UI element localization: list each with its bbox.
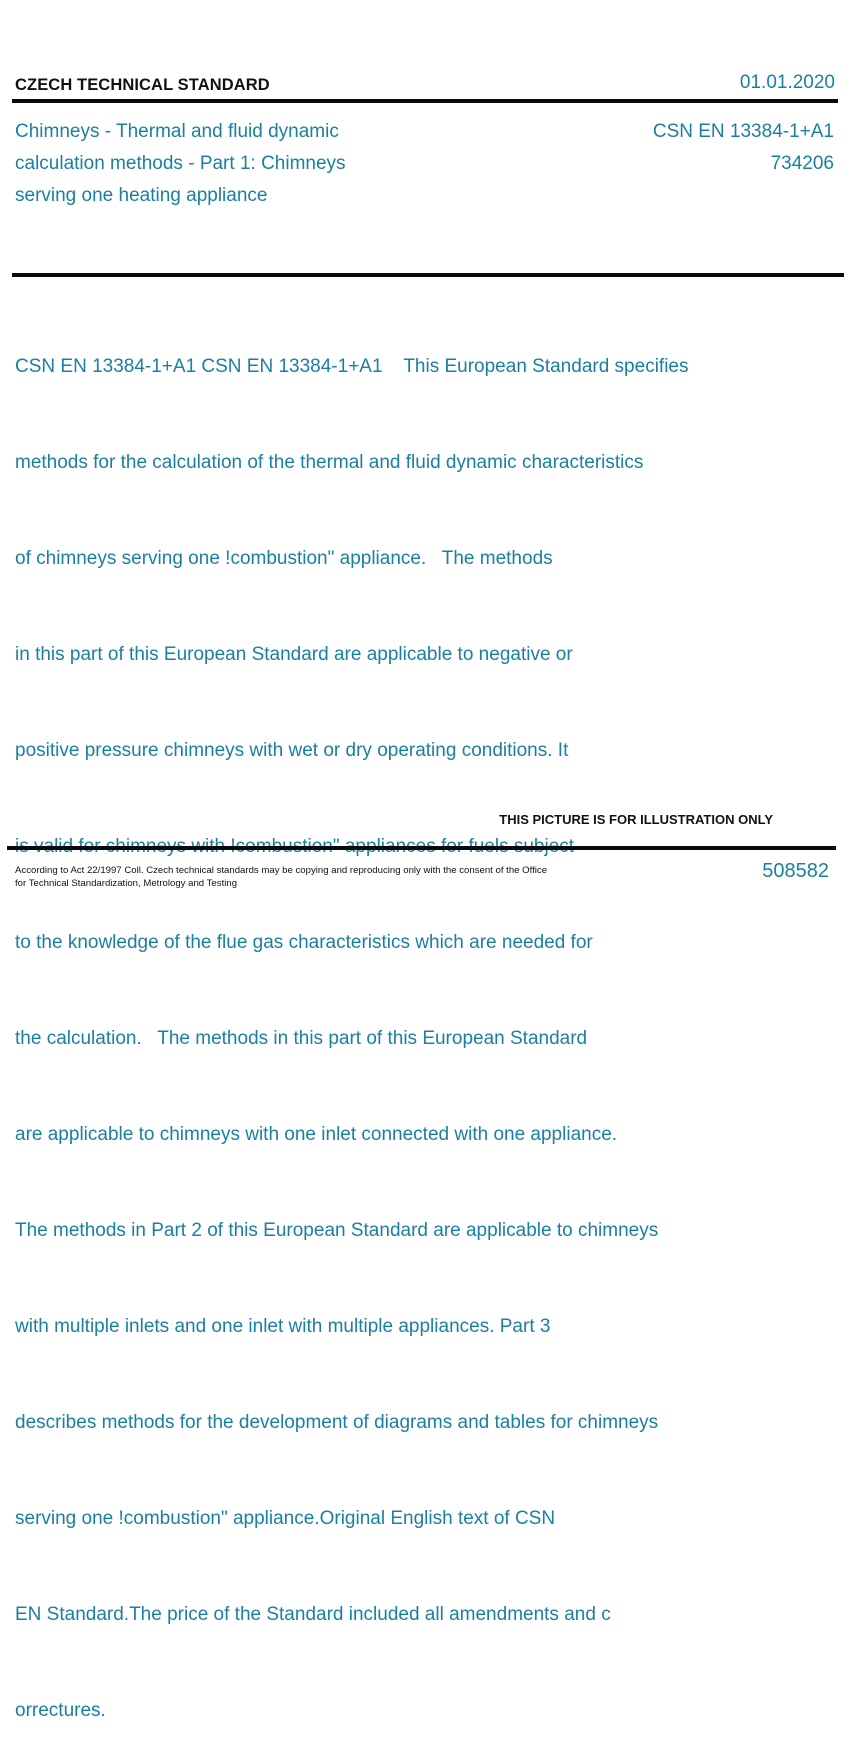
abstract-line: The methods in Part 2 of this European Standard are applicable to chimneys bbox=[15, 1220, 659, 1241]
title-line: Chimneys - Thermal and fluid dynamic bbox=[15, 121, 339, 142]
abstract-line: of chimneys serving one !combustion" appliance. The methods bbox=[15, 548, 553, 569]
abstract-line: in this part of this European Standard are applicable to negative or bbox=[15, 644, 573, 665]
standard-code: CSN EN 13384-1+A1 bbox=[652, 121, 834, 142]
title-divider bbox=[12, 273, 844, 277]
legal-line: According to Act 22/1997 Coll. Czech technical standards may be copying and reproducing only with the consent of the Office bbox=[15, 865, 548, 876]
footer-divider bbox=[7, 846, 836, 850]
abstract-line: the calculation. The methods in this part of this European Standard bbox=[15, 1028, 588, 1049]
abstract-line: CSN EN 13384-1+A1 CSN EN 13384-1+A1 This European Standard specifies bbox=[15, 356, 689, 377]
standard-codes bbox=[653, 116, 834, 180]
abstract-line: EN Standard.The price of the Standard included all amendments and c bbox=[15, 1604, 611, 1625]
abstract-text bbox=[15, 287, 805, 1759]
abstract-line: to the knowledge of the flue gas characteristics which are needed for bbox=[15, 932, 593, 953]
title-line: serving one heating appliance bbox=[15, 185, 268, 206]
abstract-line: positive pressure chimneys with wet or dry operating conditions. It bbox=[15, 740, 569, 761]
abstract-line: orrectures. bbox=[15, 1700, 106, 1721]
abstract-line: are applicable to chimneys with one inlet connected with one appliance. bbox=[15, 1124, 618, 1145]
publication-date: 01.01.2020 bbox=[739, 72, 835, 93]
legal-line: for Technical Standardization, Metrology and Testing bbox=[15, 878, 238, 889]
document-type-label: CZECH TECHNICAL STANDARD bbox=[15, 76, 270, 94]
illustration-note: THIS PICTURE IS FOR ILLUSTRATION ONLY bbox=[499, 812, 773, 827]
abstract-line: serving one !combustion" appliance.Original English text of CSN bbox=[15, 1508, 556, 1529]
legal-notice bbox=[15, 864, 595, 890]
class-number: 734206 bbox=[770, 153, 834, 174]
header-divider bbox=[12, 99, 838, 103]
abstract-line: with multiple inlets and one inlet with multiple appliances. Part 3 bbox=[15, 1316, 551, 1337]
catalog-number: 508582 bbox=[762, 860, 829, 882]
abstract-line: describes methods for the development of diagrams and tables for chimneys bbox=[15, 1412, 659, 1433]
title-line: calculation methods - Part 1: Chimneys bbox=[15, 153, 346, 174]
abstract-line: methods for the calculation of the thermal and fluid dynamic characteristics bbox=[15, 452, 644, 473]
standard-title bbox=[15, 116, 435, 212]
